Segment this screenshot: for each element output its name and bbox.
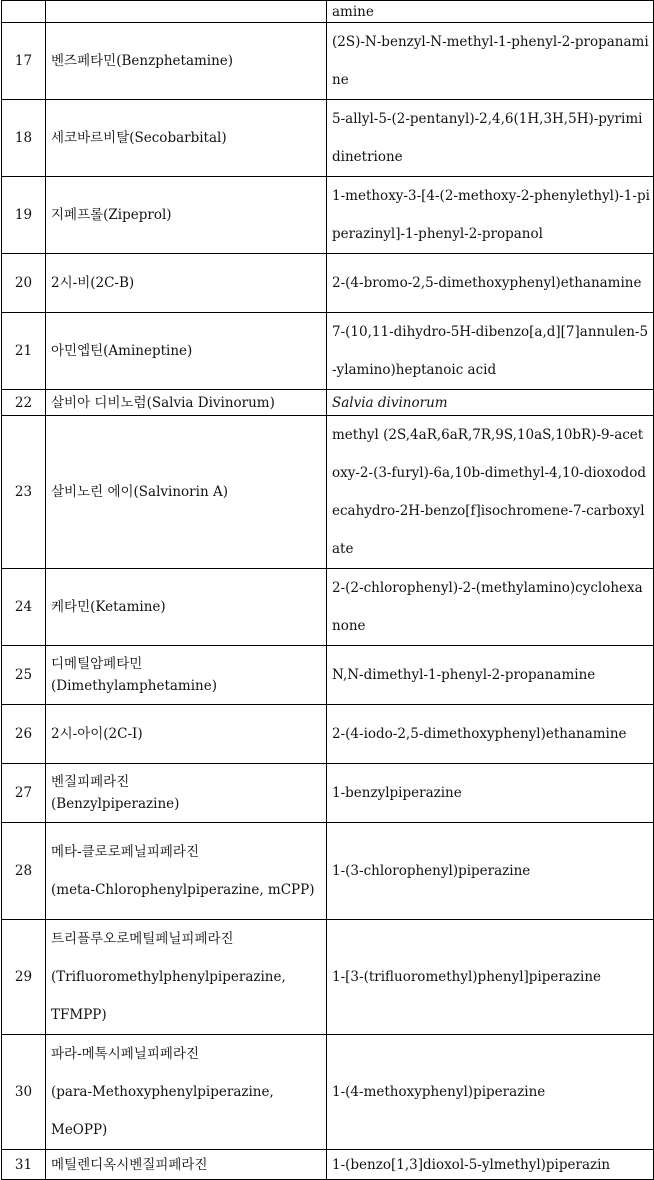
- row-number: 26: [2, 705, 46, 764]
- substance-name-english: (Benzylpiperazine): [51, 796, 180, 812]
- substance-table: [1, 0, 654, 1180]
- chemical-name: N,N-dimethyl-1-phenyl-2-propanamine: [327, 646, 654, 705]
- row-number: [2, 1, 46, 23]
- row-number: 19: [2, 177, 46, 254]
- row-number: 28: [2, 823, 46, 920]
- substance-name: 아민엡틴(Amineptine): [46, 313, 327, 390]
- substance-name-korean: 트리플루오로메틸페닐피페라진: [51, 931, 234, 947]
- substance-name: 케타민(Ketamine): [46, 569, 327, 646]
- substance-name: [46, 920, 327, 1035]
- substance-name: 2시-아이(2C-I): [46, 705, 327, 764]
- substance-name-english: (meta-Chlorophenylpiperazine, mCPP): [51, 882, 315, 898]
- table-row: [2, 823, 654, 920]
- substance-name: [46, 646, 327, 705]
- row-number: 21: [2, 313, 46, 390]
- table-row: [2, 254, 654, 313]
- row-number: 27: [2, 764, 46, 823]
- chemical-name: 2-(4-bromo-2,5-dimethoxyphenyl)ethanamine: [327, 254, 654, 313]
- table-row: [2, 100, 654, 177]
- table-row: [2, 177, 654, 254]
- chemical-name: Salvia divinorum: [327, 390, 654, 416]
- row-number: 20: [2, 254, 46, 313]
- substance-name: 살비아 디비노럼(Salvia Divinorum): [46, 390, 327, 416]
- row-number: 30: [2, 1035, 46, 1150]
- substance-name: 2시-비(2C-B): [46, 254, 327, 313]
- table-row: [2, 390, 654, 416]
- substance-name: 세코바르비탈(Secobarbital): [46, 100, 327, 177]
- table-row: [2, 646, 654, 705]
- chemical-name: 1-(3-chlorophenyl)piperazine: [327, 823, 654, 920]
- row-number: 24: [2, 569, 46, 646]
- row-number: 22: [2, 390, 46, 416]
- row-number: 31: [2, 1150, 46, 1180]
- substance-name-english: (para-Methoxyphenylpiperazine, MeOPP): [51, 1084, 274, 1138]
- table-row: [2, 1150, 654, 1180]
- substance-name: [46, 764, 327, 823]
- row-number: 23: [2, 416, 46, 569]
- chemical-name: 1-[3-(trifluoromethyl)phenyl]piperazine: [327, 920, 654, 1035]
- substance-name-english: (Dimethylamphetamine): [51, 678, 217, 694]
- row-number: 25: [2, 646, 46, 705]
- row-number: 17: [2, 23, 46, 100]
- chemical-name: 2-(2-chlorophenyl)-2-(methylamino)cyclohexanone: [327, 569, 654, 646]
- chemical-name: 1-methoxy-3-[4-(2-methoxy-2-phenylethyl)-1-piperazinyl]-1-phenyl-2-propanol: [327, 177, 654, 254]
- substance-name: 벤즈페타민(Benzphetamine): [46, 23, 327, 100]
- table-row: [2, 1, 654, 23]
- row-number: 29: [2, 920, 46, 1035]
- substance-name-korean: 파라-메톡시페닐피페라진: [51, 1046, 200, 1062]
- table-row: [2, 416, 654, 569]
- chemical-name: 1-benzylpiperazine: [327, 764, 654, 823]
- row-number: 18: [2, 100, 46, 177]
- table-row: [2, 569, 654, 646]
- table-row: [2, 313, 654, 390]
- chemical-name: amine: [327, 1, 654, 23]
- substance-name-korean: 벤질피페라진: [51, 774, 130, 790]
- table-row: [2, 705, 654, 764]
- chemical-name: 5-allyl-5-(2-pentanyl)-2,4,6(1H,3H,5H)-pyrimidinetrione: [327, 100, 654, 177]
- table-row: [2, 23, 654, 100]
- table-row: [2, 764, 654, 823]
- substance-name: 메틸렌디옥시벤질피페라진: [46, 1150, 327, 1180]
- substance-name: 지페프롤(Zipeprol): [46, 177, 327, 254]
- chemical-name: 2-(4-iodo-2,5-dimethoxyphenyl)ethanamine: [327, 705, 654, 764]
- chemical-name: methyl (2S,4aR,6aR,7R,9S,10aS,10bR)-9-acetoxy-2-(3-furyl)-6a,10b-dimethyl-4,10-dioxododecahydro-2H-benzo[f]isochromene-7-carboxylate: [327, 416, 654, 569]
- chemical-name: (2S)-N-benzyl-N-methyl-1-phenyl-2-propanamine: [327, 23, 654, 100]
- chemical-name: 1-(4-methoxyphenyl)piperazine: [327, 1035, 654, 1150]
- substance-name: [46, 1035, 327, 1150]
- substance-name-korean: 메타-클로로페닐피페라진: [51, 844, 200, 860]
- chemical-name: 1-(benzo[1,3]dioxol-5-ylmethyl)piperazin: [327, 1150, 654, 1180]
- substance-name-korean: 디메틸암페타민: [51, 656, 143, 672]
- substance-name: [46, 1, 327, 23]
- table-row: [2, 920, 654, 1035]
- substance-name: [46, 823, 327, 920]
- substance-name-english: (Trifluoromethylphenylpiperazine, TFMPP): [51, 969, 286, 1023]
- substance-name: 살비노린 에이(Salvinorin A): [46, 416, 327, 569]
- substance-table-body: [2, 1, 654, 1180]
- chemical-name: 7-(10,11-dihydro-5H-dibenzo[a,d][7]annulen-5-ylamino)heptanoic acid: [327, 313, 654, 390]
- table-row: [2, 1035, 654, 1150]
